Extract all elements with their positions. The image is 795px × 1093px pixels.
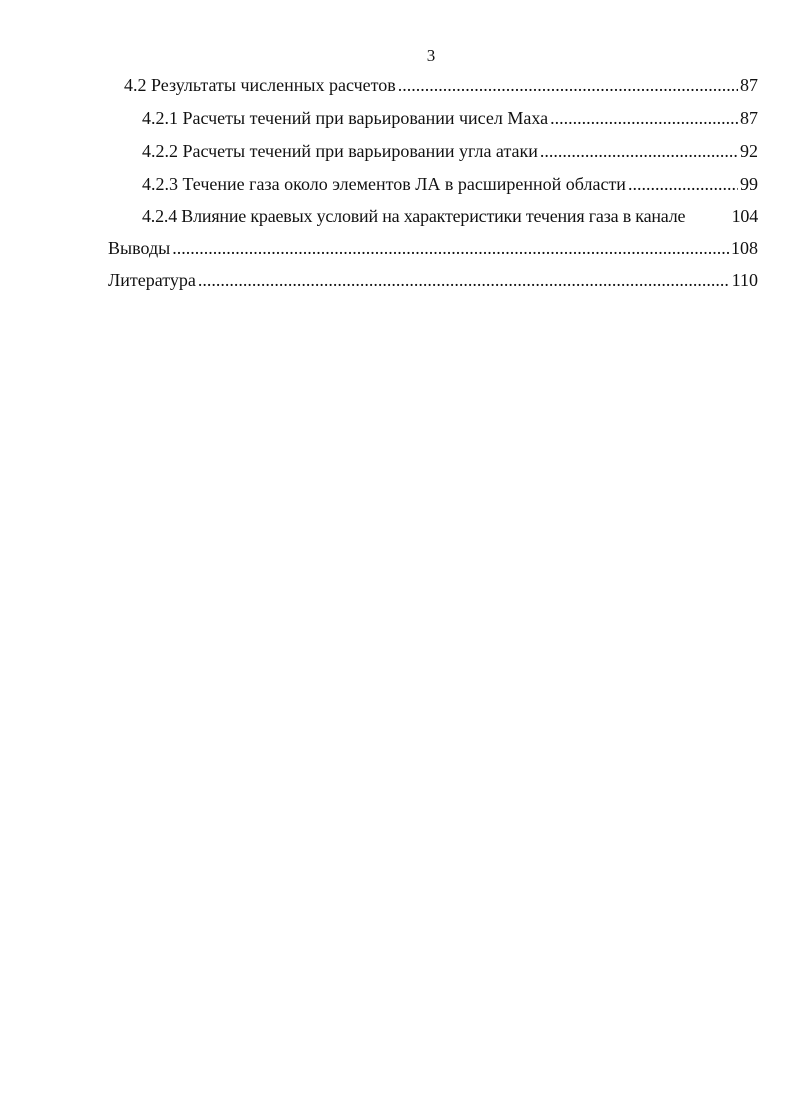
toc-entry-4-2-2 — [142, 140, 758, 162]
toc-entry-4-2-4 — [142, 205, 758, 227]
toc-leader-dots — [172, 237, 729, 259]
toc-entry-literature — [108, 269, 758, 291]
toc-entry-title: Выводы — [108, 238, 171, 258]
toc-entry-4-2-1 — [142, 107, 758, 129]
toc-leader-dots — [398, 74, 738, 96]
toc-entry-4-2-3 — [142, 173, 758, 195]
toc-leader-dots — [540, 140, 738, 162]
toc-entry-page: 110 — [731, 270, 758, 290]
toc-leader-dots — [198, 269, 730, 291]
toc-leader-dots — [550, 107, 738, 129]
toc-entry-4-2 — [124, 74, 758, 96]
toc-entry-page: 87 — [740, 75, 758, 95]
toc-entry-page: 108 — [731, 238, 758, 258]
toc-entry-title: Литература — [108, 270, 196, 290]
toc-entry-conclusions — [108, 237, 758, 259]
toc-entry-title: 4.2.1 Расчеты течений при варьировании чисел Маха — [142, 108, 549, 128]
toc-entry-title: 4.2.3 Течение газа около элементов ЛА в расширенной области — [142, 174, 626, 194]
toc-entry-page: 87 — [740, 108, 758, 128]
toc-entry-title: 4.2.2 Расчеты течений при варьировании угла атаки — [142, 141, 538, 161]
page-number: 3 — [426, 46, 436, 65]
toc-entry-page: 99 — [740, 174, 758, 194]
toc-leader-dots — [628, 173, 738, 195]
toc-entry-page: 104 — [731, 206, 758, 226]
toc-entry-title: 4.2.4 Влияние краевых условий на характеристики течения газа в канале — [142, 206, 686, 226]
toc-entry-title: 4.2 Результаты численных расчетов — [124, 75, 396, 95]
toc-entry-page: 92 — [740, 141, 758, 161]
